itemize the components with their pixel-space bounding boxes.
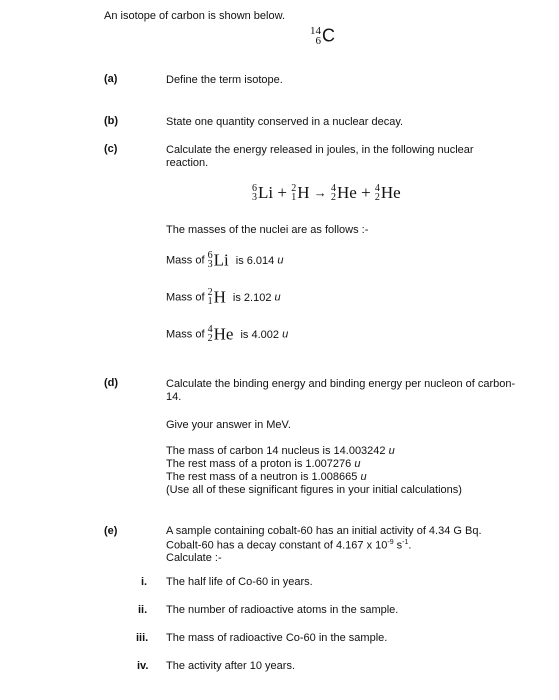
question-d-answer-hint: Give your answer in MeV. (166, 419, 291, 431)
mass-li-value: is 6.014 (235, 254, 275, 267)
plus-sign-2: + (361, 183, 371, 203)
question-c-label: (c) (104, 143, 118, 155)
carbon-mass-data: The mass of carbon 14 nucleus is 14.003242 (166, 445, 386, 457)
h-atomic-number: 1 (291, 192, 297, 204)
unit-u: u (360, 471, 367, 483)
mass-he-mass-number: 4 (207, 324, 213, 335)
li-atomic-number: 3 (252, 192, 257, 204)
sig-fig-note: (Use all of these significant figures in your initial calculations) (166, 484, 462, 496)
h-symbol: H (297, 183, 310, 203)
part-ii-text: The number of radioactive atoms in the sample. (166, 604, 399, 616)
question-e-line3: Calculate :- (166, 551, 222, 564)
mass-h-value: is 2.102 (232, 291, 272, 304)
question-e-line1: A sample containing cobalt-60 has an initial activity of 4.34 G Bq. (166, 525, 482, 537)
he1-mass-number: 4 (330, 183, 336, 195)
h-mass-number: 2 (291, 183, 297, 195)
question-a-text: Define the term isotope. (166, 74, 283, 86)
question-b-label: (b) (104, 115, 119, 127)
question-e-text (166, 525, 482, 564)
mass-prefix: Mass of (166, 254, 205, 267)
mass-he-symbol: He (213, 324, 234, 344)
mass-h-atomic-number: 1 (207, 296, 213, 307)
mass-li-mass-number: 6 (207, 250, 213, 261)
part-iii-text: The mass of radioactive Co-60 in the sample. (166, 632, 388, 644)
mass-li-row (166, 251, 283, 269)
carbon-14-notation (310, 24, 335, 46)
part-ii-label: ii. (138, 604, 148, 616)
mass-h-mass-number: 2 (207, 287, 213, 298)
mass-he-row (166, 325, 288, 343)
part-i-text: The half life of Co-60 in years. (166, 576, 313, 588)
part-iv-text: The activity after 10 years. (166, 660, 295, 672)
masses-intro: The masses of the nuclei are as follows :- (166, 224, 369, 236)
question-d-text-line2: 14. (166, 391, 182, 403)
unit-u: u (388, 445, 395, 457)
plus-sign: + (277, 183, 287, 203)
mass-prefix: Mass of (166, 291, 205, 304)
question-d-data (166, 445, 462, 497)
he1-symbol: He (336, 183, 357, 203)
he1-atomic-number: 2 (330, 192, 336, 204)
mass-h-row (166, 288, 281, 306)
reaction-arrow: → (313, 185, 327, 201)
neutron-mass-data: The rest mass of a neutron is 1.008665 (166, 471, 358, 483)
intro-text: An isotope of carbon is shown below. (104, 10, 286, 22)
unit-u: u (354, 458, 361, 470)
carbon-atomic-number: 6 (315, 34, 321, 47)
mass-he-unit: u (282, 328, 289, 341)
mass-prefix: Mass of (166, 328, 205, 341)
proton-mass-data: The rest mass of a proton is 1.007276 (166, 458, 352, 470)
mass-li-unit: u (277, 254, 284, 267)
carbon-mass-number: 14 (310, 24, 321, 37)
mass-h-unit: u (274, 291, 281, 304)
question-e-line2: Cobalt-60 has a decay constant of 4.167 x $10^{-9}$ $s^{-1}$. (166, 539, 412, 552)
question-d-text (166, 378, 515, 404)
part-iii-label: iii. (136, 632, 149, 644)
mass-li-atomic-number: 3 (207, 259, 213, 270)
mass-he-atomic-number: 2 (207, 333, 213, 344)
li-mass-number: 6 (252, 183, 257, 195)
question-c-text-line2: reaction. (166, 157, 209, 169)
mass-h-symbol: H (213, 287, 226, 307)
li-symbol: Li (258, 183, 274, 203)
part-i-label: i. (141, 576, 148, 588)
nuclear-equation (252, 182, 401, 203)
question-b-text: State one quantity conserved in a nuclear decay. (166, 116, 404, 128)
part-iv-label: iv. (137, 660, 149, 672)
question-a-label: (a) (104, 73, 118, 85)
question-e-label: (e) (104, 525, 118, 537)
question-c-text-line1: Calculate the energy released in joules, in the following nuclear (166, 144, 474, 156)
question-d-label: (d) (104, 377, 119, 389)
carbon-symbol: C (322, 25, 335, 46)
he2-atomic-number: 2 (374, 192, 380, 204)
he2-mass-number: 4 (374, 183, 380, 195)
mass-li-symbol: Li (213, 250, 229, 270)
question-c-text (166, 144, 474, 170)
question-d-text-line1: Calculate the binding energy and binding energy per nucleon of carbon- (166, 378, 516, 390)
mass-he-value: is 4.002 (240, 328, 279, 341)
he2-symbol: He (380, 183, 401, 203)
